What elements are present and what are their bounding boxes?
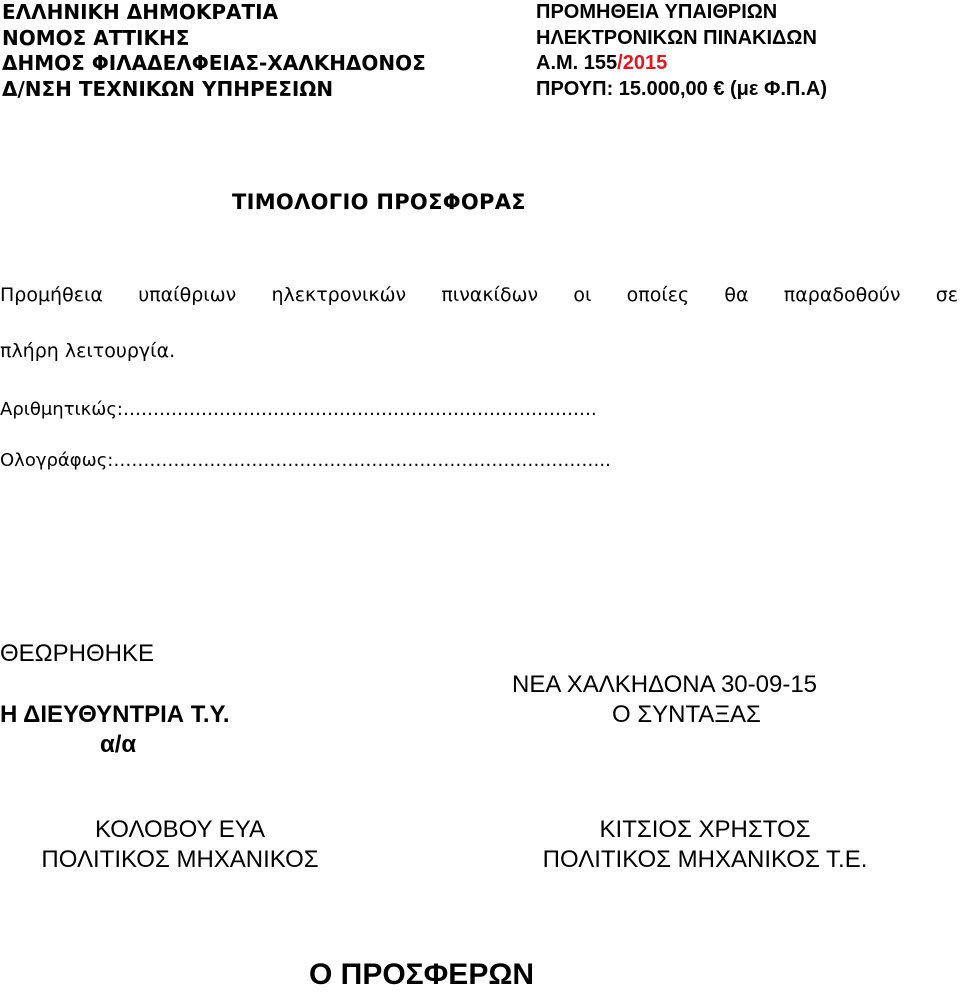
document-title: ΤΙΜΟΛΟΓΙΟ ΠΡΟΣΦΟΡΑΣ [232, 190, 526, 214]
bidder-label: Ο ΠΡΟΣΦΕΡΩΝ [309, 958, 535, 991]
project-am-number: Α.Μ. 155 [536, 52, 618, 74]
issuer-prefecture: ΝΟΜΟΣ ΑΤΤΙΚΗΣ [2, 25, 190, 50]
issuer-country: ΕΛΛΗΝΙΚΗ ΔΗΜΟΚΡΑΤΙΑ [2, 0, 279, 24]
director-title: Η ΔΙΕΥΘΥΝΤΡΙΑ Τ.Υ. [0, 701, 230, 728]
project-am-year: /2015 [617, 52, 668, 74]
issuer-block [2, 0, 426, 102]
director-aa: α/α [100, 731, 137, 758]
issuer-municipality: ΔΗΜΟΣ ΦΙΛΑΔΕΛΦΕΙΑΣ-ΧΑΛΚΗΔΟΝΟΣ [2, 51, 426, 75]
project-budget: ΠΡΟΥΠ: 15.000,00 € (με Φ.Π.Α) [536, 77, 828, 100]
description-line2: πλήρη λειτουργία. [0, 340, 176, 362]
project-am [536, 51, 827, 77]
issuer-department: Δ/ΝΣΗ ΤΕΧΝΙΚΩΝ ΥΠΗΡΕΣΙΩΝ [2, 76, 334, 101]
description-line1: Προμήθεια υπαίθριων ηλεκτρονικών πινακίδων οι οποίες θα παραδοθούν σε [0, 284, 958, 306]
place-date: ΝΕΑ ΧΑΛΚΗΔΟΝΑ 30-09-15 [512, 671, 818, 698]
author-name: ΚΙΤΣΙΟΣ ΧΡΗΣΤΟΣ [599, 816, 811, 843]
director-name: ΚΟΛΟΒΟΥ ΕΥΑ [94, 816, 266, 843]
project-block [536, 0, 827, 102]
project-title-line1: ΠΡΟΜΗΘΕΙΑ ΥΠΑΙΘΡΙΩΝ [536, 1, 778, 23]
project-title-line2: ΗΛΕΚΤΡΟΝΙΚΩΝ ΠΙΝΑΚΙΔΩΝ [536, 26, 817, 49]
price-written-field: Ολογράφως:……………………………………………………………………….. [0, 450, 611, 471]
seen-label: ΘΕΩΡΗΘΗΚΕ [0, 640, 154, 667]
author-role: ΠΟΛΙΤΙΚΟΣ ΜΗΧΑΝΙΚΟΣ Τ.Ε. [542, 846, 868, 873]
price-numeric-field: Αριθμητικώς:……………………………………………………………………. [0, 399, 597, 420]
director-role: ΠΟΛΙΤΙΚΟΣ ΜΗΧΑΝΙΚΟΣ [41, 846, 319, 873]
author-title: Ο ΣΥΝΤΑΞΑΣ [612, 701, 761, 728]
